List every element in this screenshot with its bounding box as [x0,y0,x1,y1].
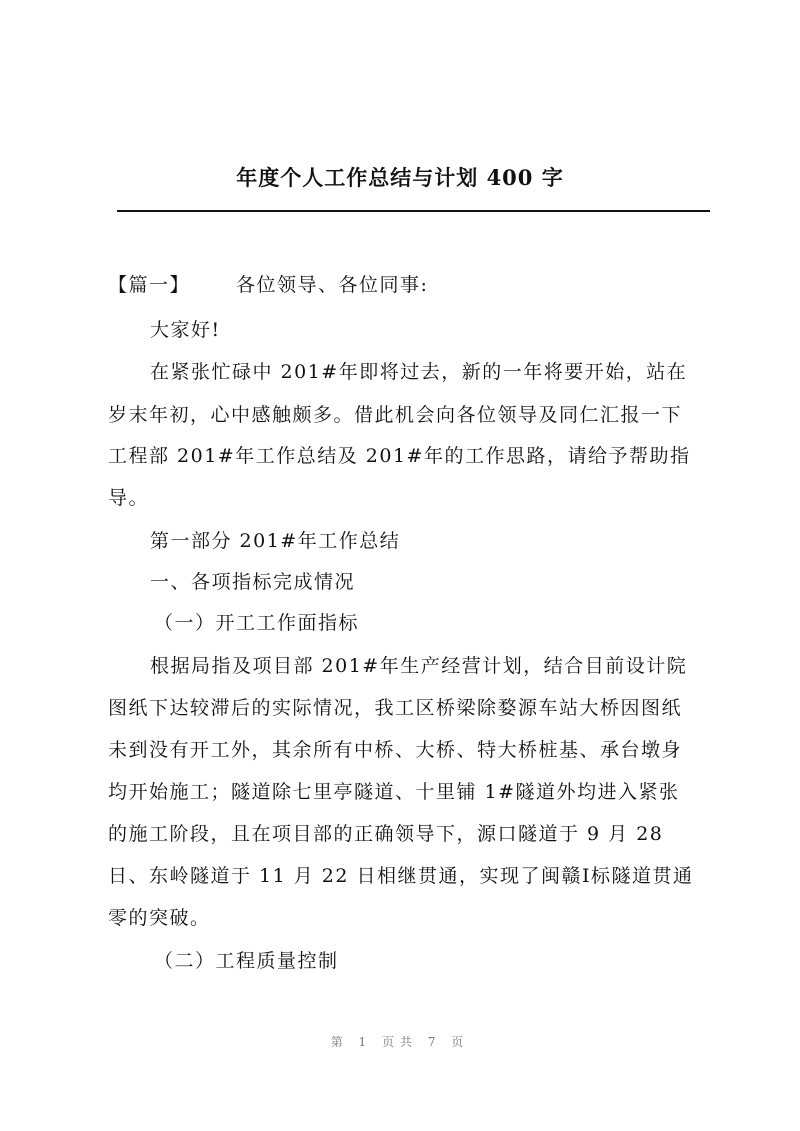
paragraph1-line2: 岁末年初，心中感触颇多。借此机会向各位领导及同仁汇报一下 [108,404,683,426]
heading-part1: 第一部分 201#年工作总结 [150,530,401,552]
paragraph2-line2: 图纸下达较滞后的实际情况，我工区桥梁除婺源车站大桥因图纸 [108,697,683,719]
heading-1-1: （一）开工工作面指标 [154,612,360,634]
greeting: 大家好! [150,319,221,341]
title-divider [117,210,710,212]
section-label: 【篇一】 [108,274,191,296]
paragraph2-line4: 均开始施工；隧道除七里亭隧道、十里铺 1#隧道外均进入紧张 [108,781,680,803]
salutation: 各位领导、各位同事: [236,274,429,296]
paragraph2-line3: 未到没有开工外，其余所有中桥、大桥、特大桥桩基、承台墩身 [108,739,683,761]
paragraph1-line3: 工程部 201#年工作总结及 201#年的工作思路，请给予帮助指 [108,445,691,467]
heading-1-2: （二）工程质量控制 [154,950,339,972]
paragraph2-line1: 根据局指及项目部 201#年生产经营计划，结合目前设计院 [150,655,688,677]
document-title: 年度个人工作总结与计划 400 字 [236,165,564,190]
paragraph2-line7: 零的突破。 [108,907,211,929]
heading-1: 一、各项指标完成情况 [150,571,356,593]
paragraph1-line1: 在紧张忙碌中 201#年即将过去，新的一年将要开始，站在 [150,361,688,383]
paragraph2-line6: 日、东岭隧道于 11 月 22 日相继贯通，实现了闽赣Ⅰ标隧道贯通 [108,865,694,887]
page-footer: 第 1 页共 7 页 [330,1035,470,1049]
paragraph2-line5: 的施工阶段，且在项目部的正确领导下，源口隧道于 9 月 28 [108,823,664,845]
paragraph1-line4: 导。 [108,487,150,509]
